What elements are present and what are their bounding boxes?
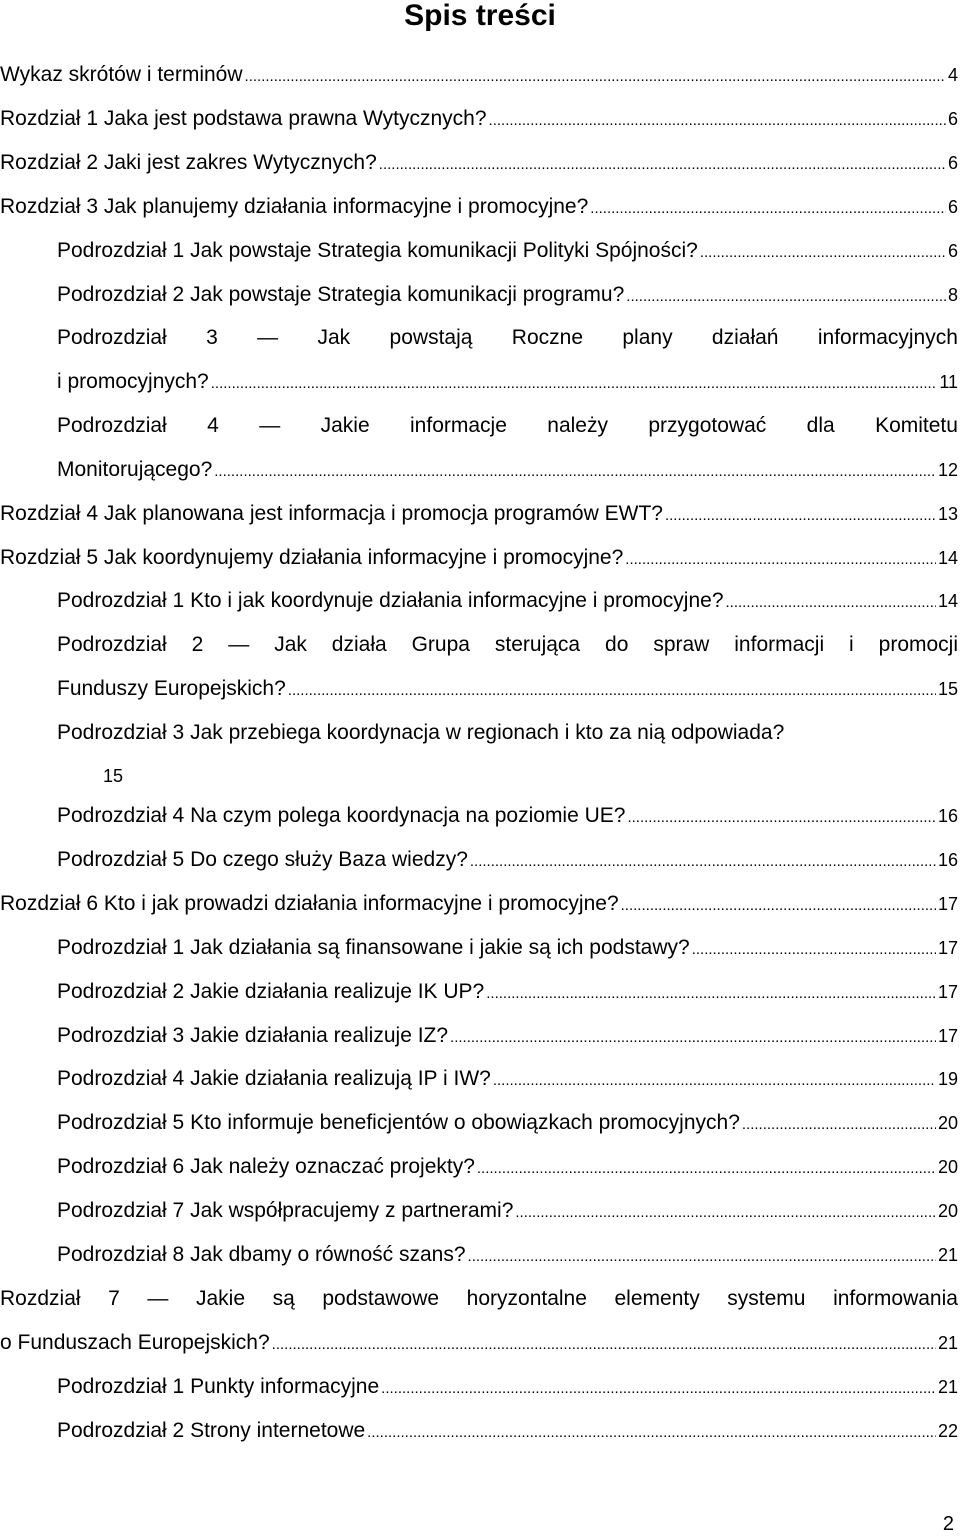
dot-leader <box>468 1244 936 1268</box>
dot-leader <box>245 64 946 88</box>
toc-entry-word: horyzontalne <box>466 1287 587 1310</box>
toc-entry-word: informowania <box>833 1287 958 1310</box>
toc-entry-title: Podrozdział 1 Punkty informacyjne <box>57 1375 380 1398</box>
toc-entry-page: 4 <box>947 65 958 85</box>
toc-entry-word: systemu <box>727 1287 806 1310</box>
toc-entry-word: informacje <box>410 414 507 437</box>
toc-entry-page: 14 <box>937 591 958 611</box>
toc-entry-line <box>0 891 958 917</box>
toc-entry-title: Podrozdział 3 Jak przebiega koordynacja w regionach i kto za nią odpowiada? <box>57 721 785 744</box>
toc-entry-word: Jakie <box>320 414 370 437</box>
toc-entry-line <box>57 803 958 829</box>
toc-entry-first-line <box>57 413 958 439</box>
toc-entry-word: Jakie <box>195 1287 245 1310</box>
toc-entry-page: 19 <box>937 1069 958 1089</box>
toc-entry-word: — <box>259 414 281 437</box>
toc-entry-word: dla <box>806 414 835 437</box>
toc-entry-title: Podrozdział 1 Jak powstaje Strategia komunikacji Polityki Spójności? <box>57 239 698 262</box>
toc-entry-title: Wykaz skrótów i terminów <box>0 63 243 86</box>
toc-entry-page: 13 <box>937 504 958 524</box>
toc-entry-title: Podrozdział 1 Jak działania są finansowane i jakie są ich podstawy? <box>57 936 690 959</box>
toc-entry-line <box>0 1330 958 1356</box>
toc-entry-title: Rozdział 1 Jaka jest podstawa prawna Wytycznych? <box>0 107 487 130</box>
toc-entry-word: — <box>147 1287 169 1310</box>
toc-entry-word: 4 <box>207 414 219 437</box>
toc-entry-page: 17 <box>937 982 958 1002</box>
toc-entry-line <box>57 676 958 702</box>
toc-entry-title: Podrozdział 5 Do czego służy Baza wiedzy? <box>57 848 468 871</box>
toc-entry-line <box>57 847 958 873</box>
toc-entry-line <box>57 369 958 395</box>
toc-entry-line <box>57 720 958 746</box>
toc-entry-page: 20 <box>937 1201 958 1221</box>
toc-entry-title: Rozdział 3 Jak planujemy działania informacyjne i promocyjne? <box>0 195 589 218</box>
toc-entry-line <box>57 588 958 614</box>
toc-entry-word: promocji <box>878 633 958 656</box>
toc-entry-title: Podrozdział 2 Strony internetowe <box>57 1419 366 1442</box>
toc-entry-line <box>0 194 958 220</box>
toc-entry-page: 17 <box>937 1026 958 1046</box>
dot-leader <box>379 152 946 176</box>
dot-leader <box>367 1420 936 1444</box>
dot-leader <box>477 1156 936 1180</box>
dot-leader <box>625 547 936 571</box>
toc-entry-line <box>57 1198 958 1224</box>
toc-entry-page: 6 <box>947 109 958 129</box>
dot-leader <box>742 1112 936 1136</box>
toc-entry-word: podstawowe <box>322 1287 440 1310</box>
toc-entry-page: 22 <box>937 1421 958 1441</box>
toc-entry-page: 6 <box>947 241 958 261</box>
toc-entry-line <box>57 282 958 308</box>
dot-leader <box>621 893 936 917</box>
toc-entry-line <box>57 1110 958 1136</box>
dot-leader <box>493 1068 936 1092</box>
toc-entry-word: informacji <box>734 633 825 656</box>
toc-entry-page: 6 <box>947 153 958 173</box>
toc-entry-title: Rozdział 2 Jaki jest zakres Wytycznych? <box>0 151 377 174</box>
toc-entry-word: do <box>605 633 629 656</box>
toc-entry-page: 17 <box>937 938 958 958</box>
dot-leader <box>450 1025 936 1049</box>
toc-entry-title: Funduszy Europejskich? <box>57 677 286 700</box>
dot-leader <box>214 459 936 483</box>
toc-entry-line <box>57 1154 958 1180</box>
toc-entry-word: Podrozdział <box>57 326 167 349</box>
dot-leader <box>665 503 936 527</box>
toc-entry-word: należy <box>547 414 608 437</box>
toc-entry-line <box>57 1374 958 1400</box>
dot-leader <box>470 849 936 873</box>
toc-entry-page: 6 <box>947 197 958 217</box>
toc-entry-line <box>0 150 958 176</box>
toc-entry-title: o Funduszach Europejskich? <box>0 1331 270 1354</box>
toc-entry-title: Podrozdział 2 Jakie działania realizuje IK UP? <box>57 980 485 1003</box>
toc-entry-word: — <box>257 326 279 349</box>
toc-entry-title: Monitorującego? <box>57 458 213 481</box>
toc-entry-page: 17 <box>937 894 958 914</box>
dot-leader <box>590 196 946 220</box>
toc-entry-title: Podrozdział 5 Kto informuje beneficjentów o obowiązkach promocyjnych? <box>57 1111 740 1134</box>
dot-leader <box>626 284 946 308</box>
toc-entry-word: sterująca <box>494 633 581 656</box>
toc-entry-title: Rozdział 4 Jak planowana jest informacja i promocja programów EWT? <box>0 502 663 525</box>
dot-leader <box>726 590 936 614</box>
toc-entry-line <box>57 1418 958 1444</box>
page-title: Spis treści <box>404 0 556 32</box>
dot-leader <box>700 240 946 264</box>
toc-entry-title: Rozdział 6 Kto i jak prowadzi działania informacyjne i promocyjne? <box>0 892 619 915</box>
dot-leader <box>692 937 936 961</box>
toc-entry-title: Podrozdział 1 Kto i jak koordynuje działania informacyjne i promocyjne? <box>57 589 724 612</box>
toc-entry-word: działa <box>331 633 387 656</box>
toc-entry-word: — <box>228 633 250 656</box>
toc-entry-page: 20 <box>937 1157 958 1177</box>
toc-entry-word: Komitetu <box>875 414 958 437</box>
toc-entry-word: 2 <box>191 633 204 656</box>
dot-leader <box>486 981 936 1005</box>
toc-entry-title: Podrozdział 7 Jak współpracujemy z partnerami? <box>57 1199 514 1222</box>
toc-entry-title: Podrozdział 4 Na czym polega koordynacja na poziomie UE? <box>57 804 626 827</box>
toc-entry-page: 20 <box>937 1113 958 1133</box>
toc-entry-word: spraw <box>653 633 710 656</box>
toc-entry-first-line <box>57 632 958 658</box>
toc-entry-line <box>57 1242 958 1268</box>
toc-entry-line <box>57 457 958 483</box>
toc-entry-line <box>57 1066 958 1092</box>
toc-entry-word: plany <box>622 326 673 349</box>
toc-entry-page: 21 <box>937 1377 958 1397</box>
toc-entry-page: 8 <box>947 285 958 305</box>
toc-entry-page: 16 <box>937 806 958 826</box>
toc-entry-word: Grupa <box>411 633 470 656</box>
toc-entry-title: Podrozdział 6 Jak należy oznaczać projekty? <box>57 1155 475 1178</box>
dot-leader <box>381 1376 936 1400</box>
toc-entry-word: Jak <box>274 633 307 656</box>
dot-leader <box>627 805 936 829</box>
toc-entry-line <box>57 979 958 1005</box>
dot-leader <box>489 108 946 132</box>
toc-entry-word: 7 <box>108 1287 120 1310</box>
toc-entry-title: Rozdział 5 Jak koordynujemy działania informacyjne i promocyjne? <box>0 546 624 569</box>
dot-leader <box>288 678 936 702</box>
toc-entry-page: 16 <box>937 850 958 870</box>
toc-entry-line <box>0 501 958 527</box>
toc-entry-word: 3 <box>206 326 218 349</box>
toc-entry-word: Roczne <box>511 326 583 349</box>
toc-entry-word: informacyjnych <box>817 326 958 349</box>
toc-entry-title: Podrozdział 3 Jakie działania realizuje IZ? <box>57 1024 449 1047</box>
toc-entry-title: Podrozdział 8 Jak dbamy o równość szans? <box>57 1243 466 1266</box>
toc-entry-word: Jak <box>317 326 351 349</box>
toc-entry-line <box>57 1023 958 1049</box>
toc-entry-title: i promocyjnych? <box>57 370 209 393</box>
toc-entry-word: Rozdział <box>0 1287 81 1310</box>
toc-entry-word: powstają <box>389 326 473 349</box>
toc-entry-word: Podrozdział <box>57 414 167 437</box>
toc-entry-page: 11 <box>939 372 958 392</box>
toc-entry-word: działań <box>711 326 779 349</box>
toc-entry-first-line <box>57 325 958 351</box>
toc-entry-word: elementy <box>614 1287 700 1310</box>
toc-entry-line <box>57 935 958 961</box>
toc-entry-title: Podrozdział 2 Jak powstaje Strategia komunikacji programu? <box>57 283 625 306</box>
toc-entry-page: 21 <box>937 1333 958 1353</box>
dot-leader <box>272 1332 936 1356</box>
toc-entry-page: 14 <box>937 548 958 568</box>
toc-entry-page: 15 <box>937 679 958 699</box>
toc-entry-page: 12 <box>937 460 958 480</box>
toc-entry-word: i <box>849 633 854 656</box>
toc-entry-page: 21 <box>937 1245 958 1265</box>
toc-entry-first-line <box>0 1286 958 1312</box>
toc-entry-page: 15 <box>103 766 124 786</box>
dot-leader <box>515 1200 936 1224</box>
toc-entry-word: są <box>272 1287 295 1310</box>
toc-entry-line <box>0 545 958 571</box>
dot-leader <box>211 371 938 395</box>
toc-entry-word: Podrozdział <box>57 633 167 656</box>
toc-entry-line <box>0 62 958 88</box>
toc-entry-title: Podrozdział 4 Jakie działania realizują IP i IW? <box>57 1067 491 1090</box>
toc-entry-line <box>0 106 958 132</box>
page-number: 2 <box>942 1513 954 1535</box>
toc-entry-word: przygotować <box>648 414 767 437</box>
toc-entry-line <box>57 238 958 264</box>
